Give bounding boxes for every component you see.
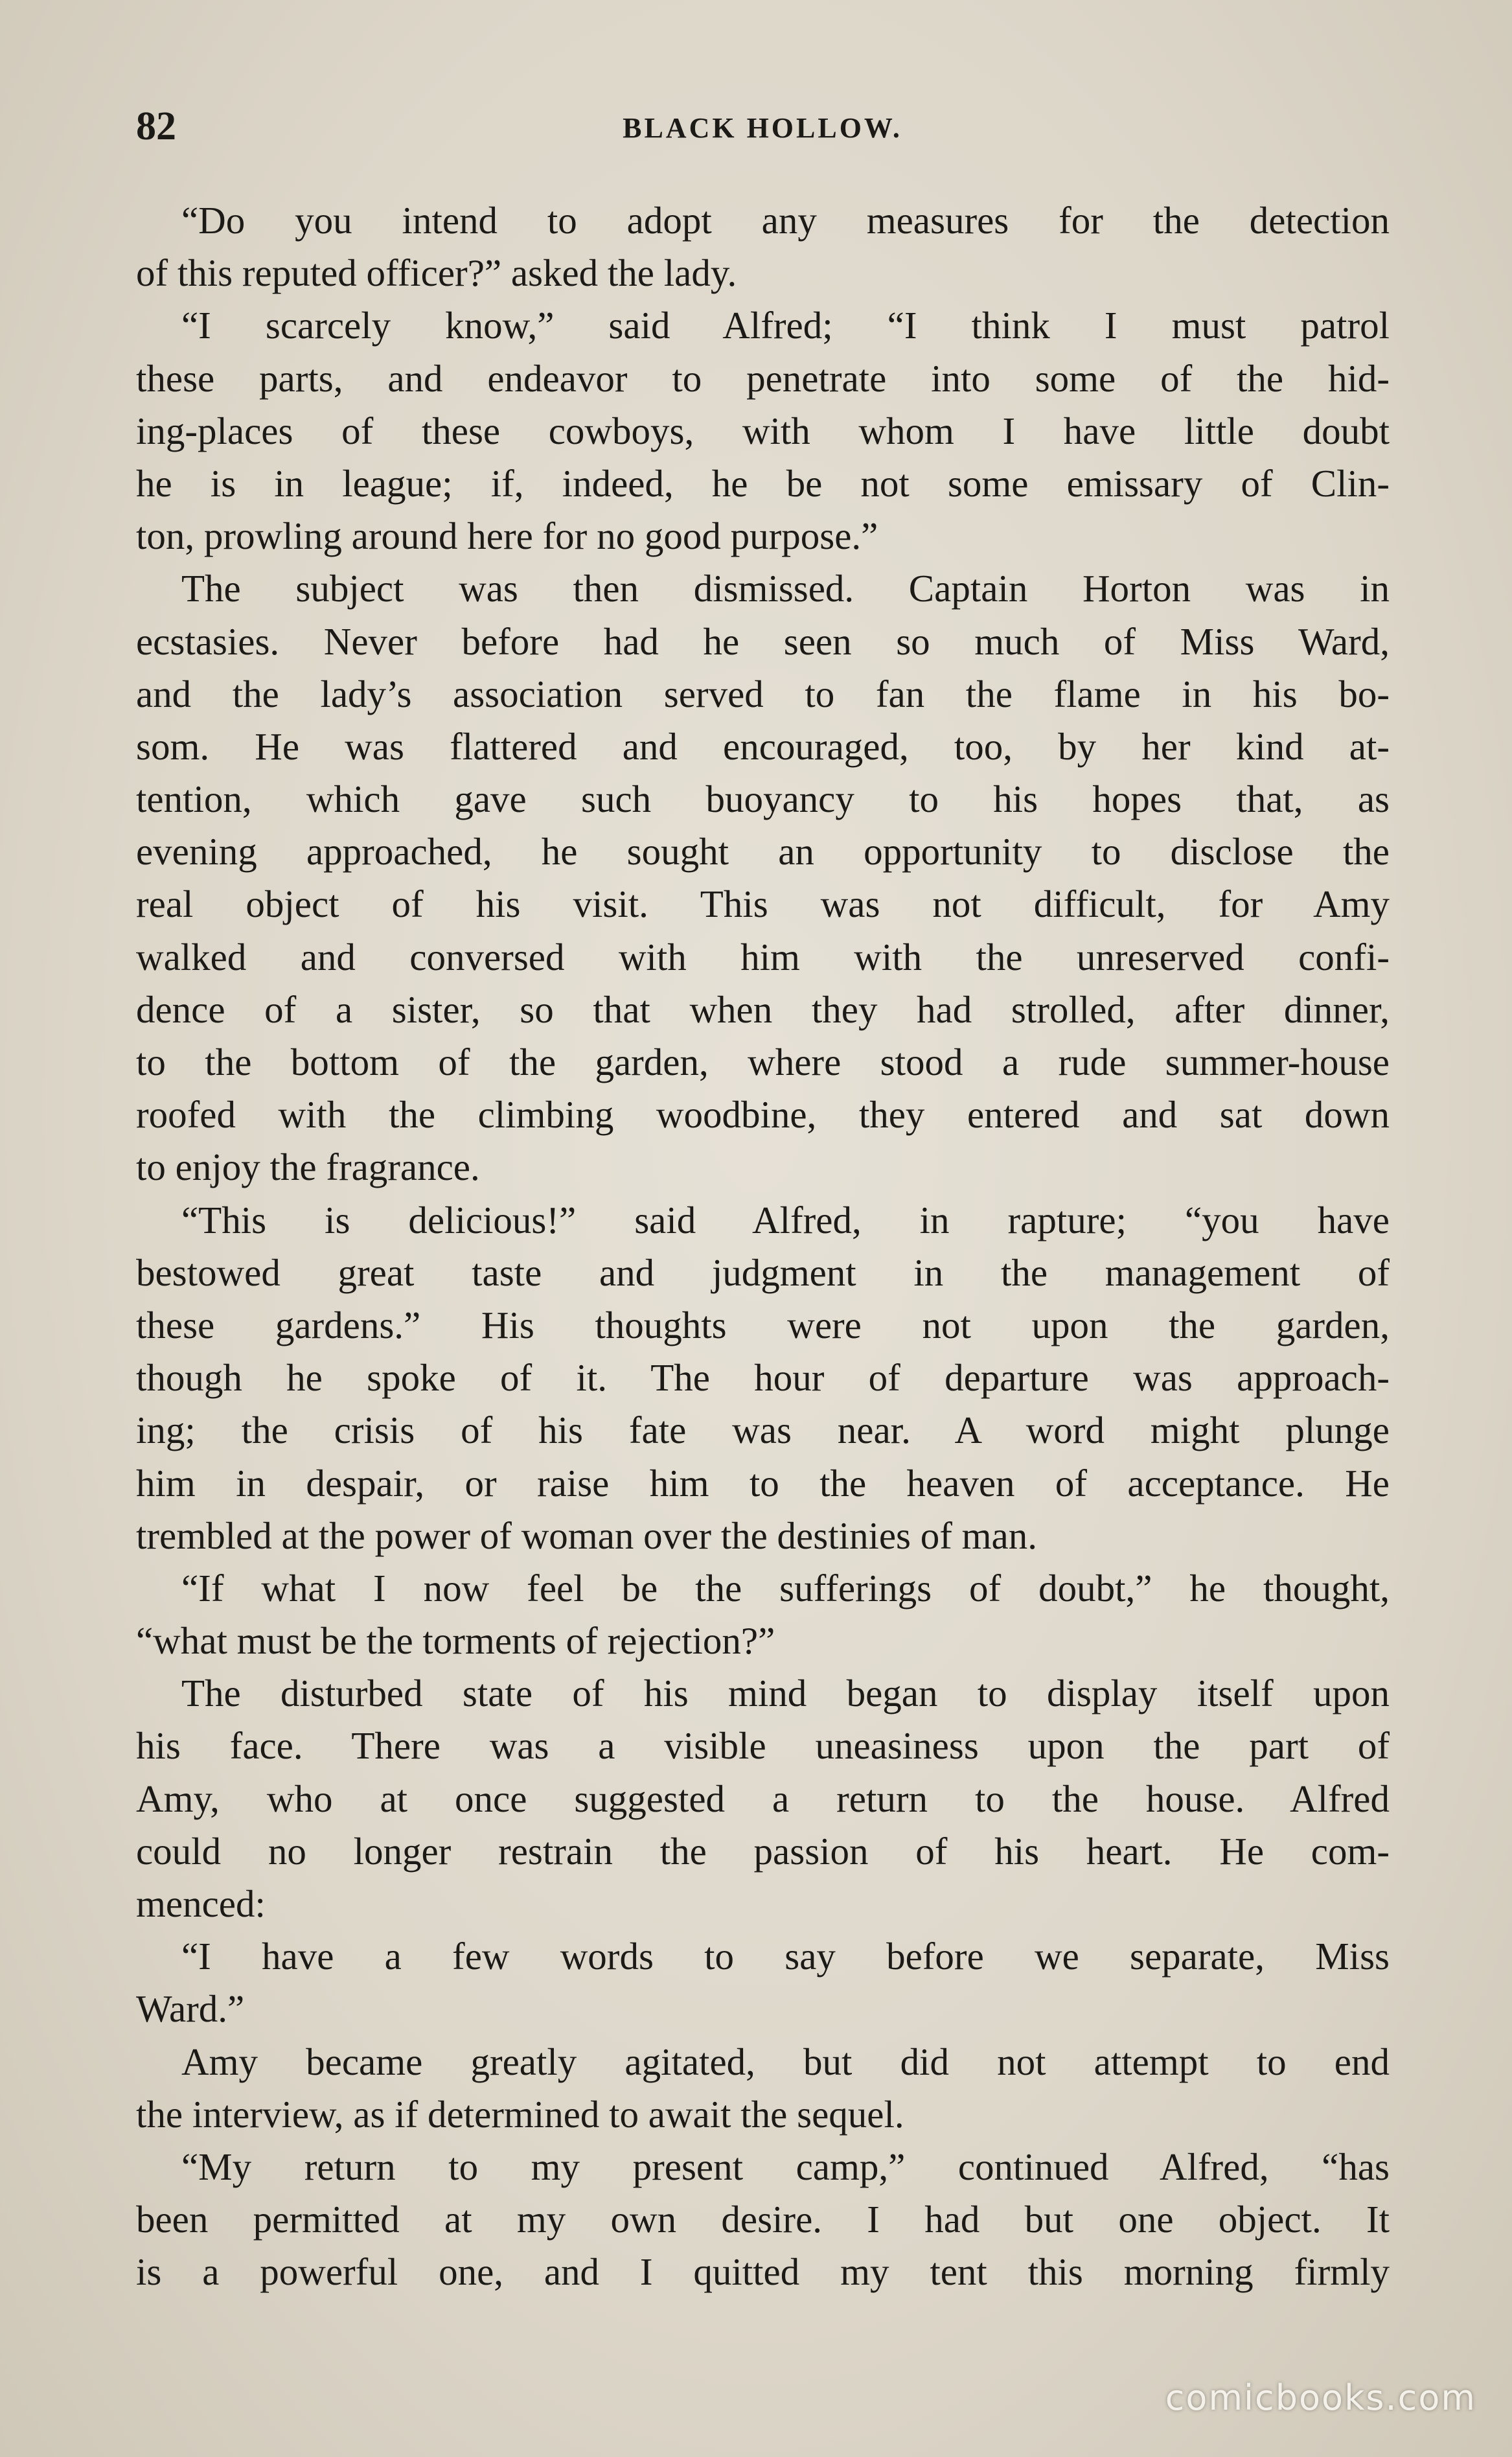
text-line: Amy became greatly agitated, but did not attempt to end [181, 2040, 1390, 2083]
text-line: Ward.” [136, 1987, 245, 2031]
running-head: BLACK HOLLOW. [623, 112, 902, 144]
text-line: his face. There was a visible uneasiness upon the part of [136, 1724, 1390, 1768]
watermark: comicbooks.com [1165, 2377, 1476, 2418]
text-line: of this reputed officer?” asked the lady. [136, 251, 737, 295]
text-line: “what must be the torments of rejection?” [136, 1619, 775, 1663]
text-line: menced: [136, 1882, 266, 1925]
text-line: ing-places of these cowboys, with whom I have little doubt [136, 409, 1390, 452]
text-line: “I scarcely know,” said Alfred; “I think I must patrol [181, 304, 1390, 347]
text-line: “Do you intend to adopt any measures for the detection [181, 199, 1390, 242]
text-line: trembled at the power of woman over the destinies of man. [136, 1514, 1037, 1557]
text-line: ecstasies. Never before had he seen so much of Miss Ward, [136, 619, 1390, 663]
text-line: roofed with the climbing woodbine, they entered and sat down [136, 1093, 1390, 1136]
text-line: dence of a sister, so that when they had strolled, after dinner, [136, 987, 1390, 1031]
text-line: evening approached, he sought an opportunity to disclose the [136, 830, 1390, 873]
text-line: The subject was then dismissed. Captain Horton was in [181, 567, 1390, 610]
text-line: could no longer restrain the passion of his heart. He com- [136, 1829, 1390, 1873]
page-number: 82 [136, 104, 176, 148]
text-line: to the bottom of the garden, where stood a rude summer-house [136, 1041, 1390, 1083]
text-line: “If what I now feel be the sufferings of doubt,” he thought, [181, 1566, 1390, 1609]
text-line: to enjoy the fragrance. [136, 1146, 480, 1189]
text-line: he is in league; if, indeed, he be not some emissary of Clin- [136, 461, 1390, 505]
text-line: ton, prowling around here for no good purpose.” [136, 514, 878, 558]
text-line: Amy, who at once suggested a return to the house. Alfred [136, 1777, 1390, 1820]
text-line: bestowed great taste and judgment in the management of [136, 1251, 1390, 1294]
text-line: tention, which gave such buoyancy to his hopes that, as [136, 778, 1390, 821]
text-line: is a powerful one, and I quitted my tent this morning firmly [136, 2250, 1390, 2294]
text-line: ing; the crisis of his fate was near. A word might plunge [136, 1409, 1390, 1452]
text-line: “This is delicious!” said Alfred, in rapture; “you have [181, 1198, 1390, 1241]
text-line: The disturbed state of his mind began to display itself upon [181, 1672, 1390, 1715]
text-line: and the lady’s association served to fan the flame in his bo- [136, 672, 1390, 715]
text-line: the interview, as if determined to await the sequel. [136, 2092, 904, 2136]
text-line: som. He was flattered and encouraged, too, by her kind at- [136, 724, 1390, 768]
text-line: him in despair, or raise him to the heaven of acceptance. He [136, 1461, 1390, 1505]
text-line: “I have a few words to say before we separate, Miss [181, 1935, 1390, 1978]
text-line: though he spoke of it. The hour of departure was approach- [136, 1356, 1390, 1400]
text-line: real object of his visit. This was not difficult, for Amy [136, 882, 1390, 926]
page-header [136, 97, 1389, 156]
text-line: these gardens.” His thoughts were not upon the garden, [136, 1303, 1390, 1346]
text-line: “My return to my present camp,” continued Alfred, “has [181, 2145, 1390, 2188]
text-line: these parts, and endeavor to penetrate into some of the hid- [136, 356, 1390, 400]
text-line: walked and conversed with him with the unreserved confi- [136, 935, 1390, 978]
body-text [136, 194, 1390, 2299]
text-line: been permitted at my own desire. I had but one object. It [136, 2198, 1390, 2241]
